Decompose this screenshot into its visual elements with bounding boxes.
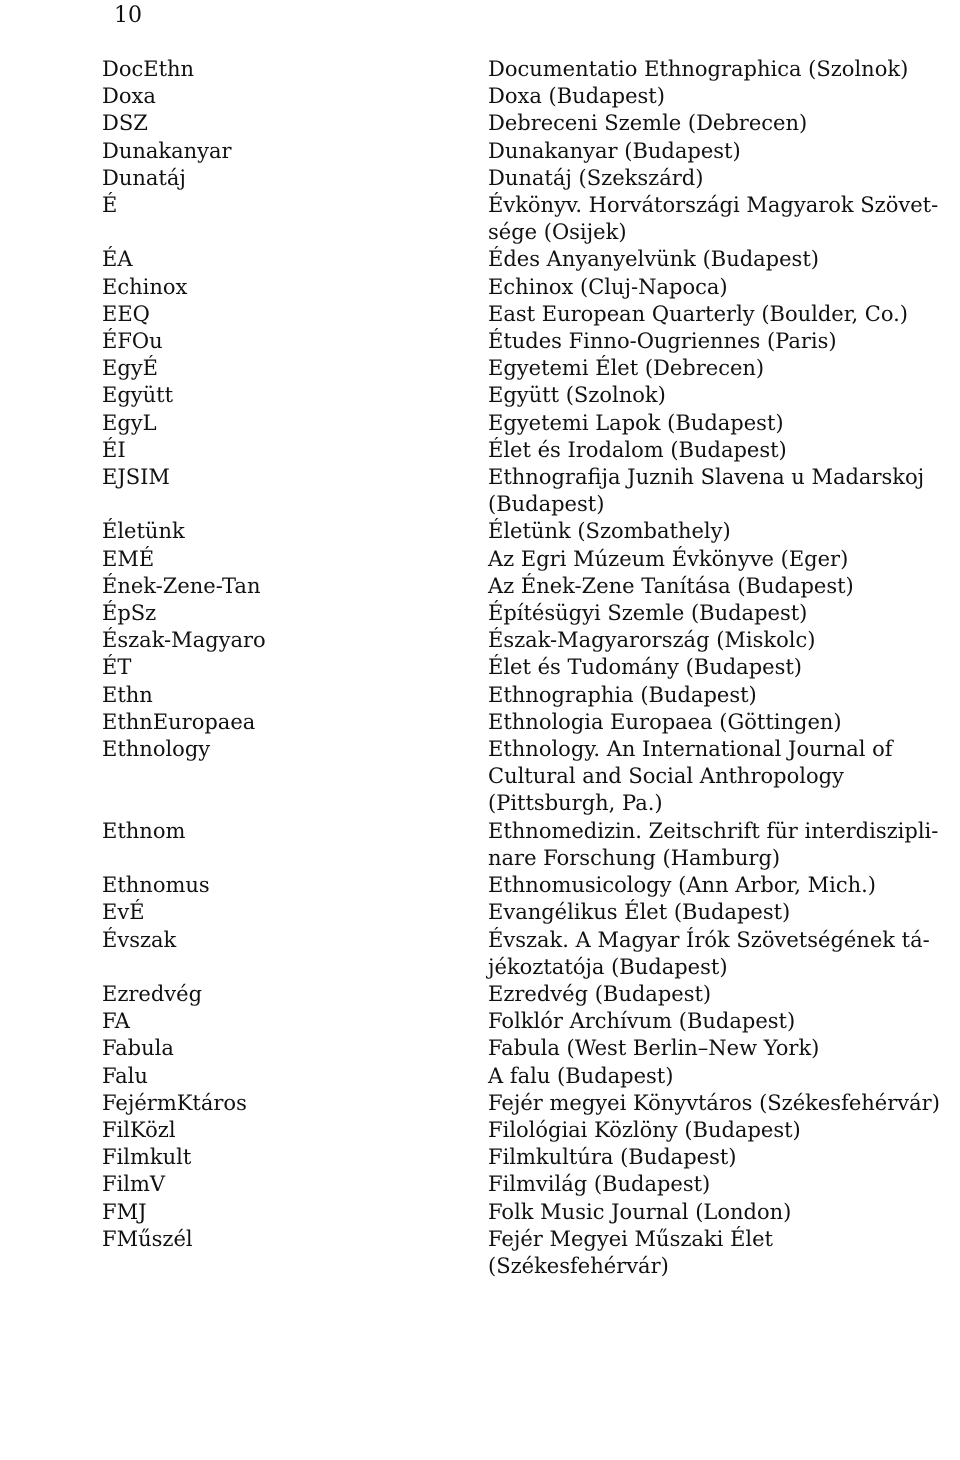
abbreviation: EJSIM	[102, 465, 170, 490]
abbreviation-entry	[0, 1226, 960, 1280]
abbreviation: FejérmKtáros	[102, 1090, 247, 1115]
abbreviation-entry	[0, 1144, 960, 1171]
abbreviation: Ének-Zene-Tan	[102, 573, 261, 598]
abbreviation: DocEthn	[102, 57, 195, 81]
abbreviation: ÉT	[102, 655, 132, 680]
full-title-line: (Pittsburgh, Pa.)	[488, 791, 663, 816]
full-title-line: Ezredvég (Budapest)	[488, 981, 712, 1006]
abbreviation: Echinox	[102, 274, 188, 299]
abbreviation-entry	[0, 981, 960, 1008]
full-title	[488, 110, 928, 137]
abbreviation: ÉA	[102, 247, 133, 272]
full-title-line: A falu (Budapest)	[488, 1063, 674, 1088]
full-title-line: Études Finno-Ougriennes (Paris)	[488, 329, 837, 354]
abbreviation: EthnEuropaea	[102, 709, 256, 734]
abbreviation: Ezredvég	[102, 981, 203, 1006]
full-title-line: Ethnologia Europaea (Göttingen)	[488, 709, 842, 734]
full-title-line: jékoztatója (Budapest)	[488, 954, 728, 979]
abbreviation-entry	[0, 927, 960, 981]
full-title-line: Evangélikus Élet (Budapest)	[488, 900, 791, 925]
full-title-line: Egyetemi Élet (Debrecen)	[488, 356, 765, 381]
abbreviation: É	[102, 193, 118, 218]
full-title	[488, 981, 928, 1008]
abbreviation: Doxa	[102, 84, 156, 109]
full-title	[488, 382, 928, 409]
abbreviation-entry	[0, 818, 960, 872]
full-title-line: Ethnografija Juznih Slavena u Madarskoj	[488, 465, 925, 490]
full-title-line: Ethnomusicology (Ann Arbor, Mich.)	[488, 873, 876, 898]
full-title-line: Filmvilág (Budapest)	[488, 1172, 711, 1197]
full-title-line: Fabula (West Berlin–New York)	[488, 1036, 820, 1061]
full-title-line: Ethnographia (Budapest)	[488, 682, 757, 707]
full-title-line: Dunakanyar (Budapest)	[488, 138, 741, 163]
abbreviation-entry	[0, 627, 960, 654]
abbreviation: FilmV	[102, 1172, 166, 1197]
full-title	[488, 1199, 928, 1226]
abbreviation-entry	[0, 1035, 960, 1062]
abbreviation-entry	[0, 872, 960, 899]
full-title	[488, 410, 928, 437]
full-title	[488, 818, 939, 872]
full-title	[488, 355, 928, 382]
full-title-line: (Székesfehérvár)	[488, 1253, 669, 1278]
abbreviation: Falu	[102, 1063, 148, 1088]
full-title	[488, 192, 939, 246]
full-title	[488, 274, 928, 301]
abbreviation: ÉFOu	[102, 329, 163, 354]
full-title-line: Az Ének-Zene Tanítása (Budapest)	[488, 573, 854, 598]
full-title	[488, 573, 928, 600]
abbreviation-entry	[0, 573, 960, 600]
abbreviation-entry	[0, 1063, 960, 1090]
full-title	[488, 1144, 928, 1171]
full-title-line: Együtt (Szolnok)	[488, 383, 666, 408]
full-title	[488, 654, 928, 681]
abbreviation-entry	[0, 56, 960, 83]
abbreviation-entry	[0, 410, 960, 437]
full-title-line: Észak-Magyarország (Miskolc)	[488, 628, 816, 653]
full-title	[488, 1117, 928, 1144]
full-title-line: nare Forschung (Hamburg)	[488, 845, 781, 870]
abbreviation: EEQ	[102, 301, 150, 326]
full-title	[488, 927, 928, 981]
full-title	[488, 736, 928, 818]
full-title	[488, 899, 928, 926]
abbreviation-entry	[0, 83, 960, 110]
abbreviation: FMJ	[102, 1199, 147, 1224]
full-title	[488, 464, 928, 518]
full-title-line: Építésügyi Szemle (Budapest)	[488, 601, 808, 626]
full-title-line: Évszak. A Magyar Írók Szövetségének tá-	[488, 927, 930, 952]
abbreviation-entry	[0, 165, 960, 192]
full-title-line: Egyetemi Lapok (Budapest)	[488, 410, 784, 435]
full-title-line: Fejér Megyei Műszaki Élet	[488, 1226, 773, 1251]
full-title-line: sége (Osijek)	[488, 220, 627, 245]
abbreviation-entry	[0, 682, 960, 709]
full-title	[488, 165, 928, 192]
abbreviation: FilKözl	[102, 1117, 176, 1142]
full-title-line: Echinox (Cluj-Napoca)	[488, 274, 728, 299]
full-title-line: Filmkultúra (Budapest)	[488, 1145, 737, 1170]
abbreviation-entry	[0, 246, 960, 273]
abbreviation: Együtt	[102, 383, 174, 408]
full-title-line: Ethnology. An International Journal of	[488, 737, 893, 762]
full-title	[488, 1063, 928, 1090]
abbreviation-entry	[0, 736, 960, 818]
full-title-line: Folk Music Journal (London)	[488, 1199, 792, 1224]
full-title	[488, 138, 928, 165]
full-title-line: Az Egri Múzeum Évkönyve (Eger)	[488, 546, 849, 571]
abbreviation: FA	[102, 1009, 130, 1034]
abbreviation-entry	[0, 518, 960, 545]
full-title-line: Debreceni Szemle (Debrecen)	[488, 111, 808, 136]
full-title-line: Folklór Archívum (Budapest)	[488, 1009, 796, 1034]
abbreviation-entry	[0, 600, 960, 627]
full-title	[488, 682, 928, 709]
full-title	[488, 1090, 940, 1117]
full-title	[488, 1035, 928, 1062]
abbreviation-entry	[0, 382, 960, 409]
full-title	[488, 627, 928, 654]
full-title	[488, 546, 928, 573]
full-title	[488, 518, 928, 545]
abbreviation-entry	[0, 138, 960, 165]
full-title	[488, 83, 928, 110]
abbreviation: Életünk	[102, 519, 185, 544]
full-title-line: Documentatio Ethnographica (Szolnok)	[488, 57, 909, 81]
full-title-line: Édes Anyanyelvünk (Budapest)	[488, 247, 819, 272]
abbreviation-entry	[0, 355, 960, 382]
full-title-line: Élet és Tudomány (Budapest)	[488, 655, 802, 680]
full-title-line: Évkönyv. Horvátországi Magyarok Szövet-	[488, 193, 939, 218]
full-title-line: Élet és Irodalom (Budapest)	[488, 437, 787, 462]
full-title	[488, 246, 928, 273]
full-title	[488, 1008, 928, 1035]
abbreviation: ÉI	[102, 437, 126, 462]
full-title	[488, 600, 928, 627]
full-title-line: (Budapest)	[488, 492, 605, 517]
full-title-line: Filológiai Közlöny (Budapest)	[488, 1117, 801, 1142]
abbreviation-entry	[0, 110, 960, 137]
abbreviation-entry	[0, 709, 960, 736]
abbreviation-entry	[0, 301, 960, 328]
abbreviation-list	[0, 56, 960, 1280]
full-title	[488, 709, 928, 736]
abbreviation: Filmkult	[102, 1145, 192, 1170]
abbreviation-entry	[0, 1090, 960, 1117]
abbreviation-entry	[0, 192, 960, 246]
full-title-line: Cultural and Social Anthropology	[488, 764, 844, 789]
abbreviation-entry	[0, 1008, 960, 1035]
abbreviation: Dunatáj	[102, 165, 186, 190]
abbreviation: EgyÉ	[102, 356, 158, 381]
abbreviation: Ethnology	[102, 737, 211, 762]
full-title	[488, 1226, 928, 1280]
abbreviation-entry	[0, 1171, 960, 1198]
page-number: 10	[114, 3, 142, 28]
full-title	[488, 437, 928, 464]
abbreviation: FMűszél	[102, 1226, 193, 1251]
abbreviation: Dunakanyar	[102, 138, 232, 163]
abbreviation-entry	[0, 899, 960, 926]
full-title	[488, 56, 928, 83]
full-title-line: Életünk (Szombathely)	[488, 519, 731, 544]
abbreviation: EMÉ	[102, 546, 155, 571]
abbreviation: EvÉ	[102, 900, 145, 925]
abbreviation: Észak-Magyaro	[102, 628, 266, 653]
abbreviation: Ethnom	[102, 818, 186, 843]
abbreviation-entry	[0, 546, 960, 573]
abbreviation: Ethn	[102, 682, 153, 707]
full-title	[488, 1171, 928, 1198]
abbreviation: ÉpSz	[102, 601, 157, 626]
abbreviation-entry	[0, 654, 960, 681]
abbreviation: Évszak	[102, 927, 177, 952]
abbreviation: Fabula	[102, 1036, 174, 1061]
full-title	[488, 301, 928, 328]
abbreviation: DSZ	[102, 111, 148, 136]
abbreviation-entry	[0, 274, 960, 301]
full-title	[488, 872, 928, 899]
full-title-line: Dunatáj (Szekszárd)	[488, 165, 704, 190]
full-title-line: Doxa (Budapest)	[488, 84, 665, 109]
abbreviation-entry	[0, 328, 960, 355]
full-title-line: East European Quarterly (Boulder, Co.)	[488, 301, 908, 326]
abbreviation-entry	[0, 437, 960, 464]
abbreviation: EgyL	[102, 410, 157, 435]
abbreviation-entry	[0, 464, 960, 518]
full-title-line: Fejér megyei Könyvtáros (Székesfehérvár)	[488, 1090, 940, 1115]
abbreviation-entry	[0, 1117, 960, 1144]
full-title	[488, 328, 928, 355]
abbreviation-entry	[0, 1199, 960, 1226]
full-title-line: Ethnomedizin. Zeitschrift für interdiszipli-	[488, 818, 939, 843]
abbreviation: Ethnomus	[102, 873, 210, 898]
